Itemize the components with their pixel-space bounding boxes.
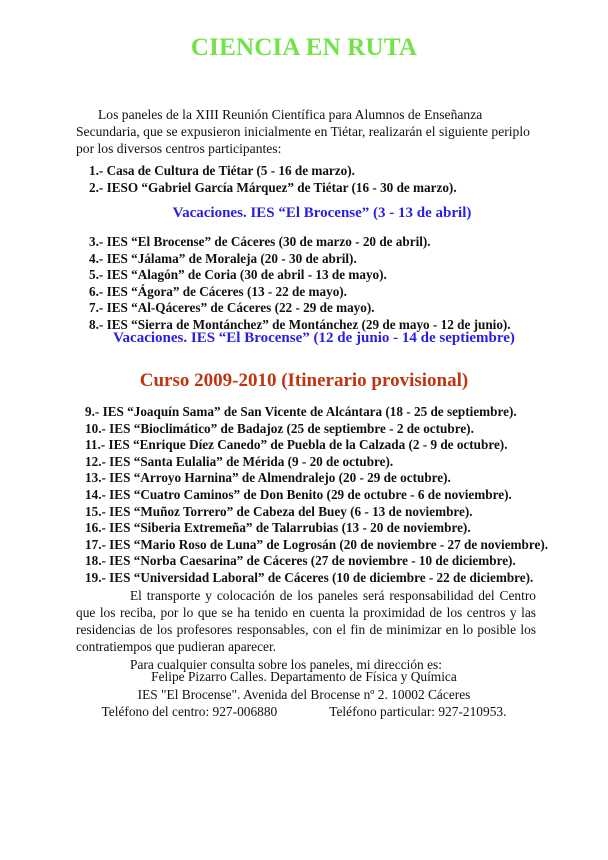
list-item: 15.- IES “Muñoz Torrero” de Cabeza del Buey (6 - 13 de noviembre). xyxy=(85,503,473,519)
vacation-notice-summer: Vacaciones. IES “El Brocense” (12 de junio - 14 de septiembre) xyxy=(113,330,515,346)
closing-paragraph xyxy=(76,587,536,673)
list-item: 18.- IES “Norba Caesarina” de Cáceres (27 de noviembre - 10 de diciembre). xyxy=(85,553,516,569)
list-item: 4.- IES “Jálama” de Moraleja (20 - 30 de abril). xyxy=(89,250,357,266)
vacation-notice-april: Vacaciones. IES “El Brocense” (3 - 13 de abril) xyxy=(172,205,472,221)
itinerary-list-course xyxy=(85,404,548,587)
signature-name: Felipe Pizarro Calles. Departamento de Física y Química xyxy=(151,669,457,684)
list-item: 12.- IES “Santa Eulalia” de Mérida (9 - 20 de octubre). xyxy=(85,453,394,469)
list-item: 1.- Casa de Cultura de Tiétar (5 - 16 de marzo). xyxy=(89,163,355,178)
itinerary-list-spring xyxy=(89,234,511,334)
list-item: 16.- IES “Siberia Extremeña” de Talarrubias (13 - 20 de noviembre). xyxy=(85,520,471,536)
phone-center: Teléfono del centro: 927-006880 xyxy=(101,704,278,719)
signature-block xyxy=(0,668,608,721)
list-item: 19.- IES “Universidad Laboral” de Cáceres (10 de diciembre - 22 de diciembre). xyxy=(85,569,534,585)
closing-text: El transporte y colocación de los paneles será responsabilidad del Centro que los reciba, por lo que se ha tenido en cuenta la proximidad de los centros y las residencias de los profesores responsables, con el fin de minimizar en lo posible los contratiempos que pudieran aparecer. xyxy=(76,588,536,654)
list-item: 17.- IES “Mario Roso de Luna” de Logrosán (20 de noviembre - 27 de noviembre). xyxy=(85,536,549,552)
list-item: 11.- IES “Enrique Díez Canedo” de Puebla de la Calzada (2 - 9 de octubre). xyxy=(85,437,508,453)
intro-text: Los paneles de la XIII Reunión Científica para Alumnos de Enseñanza Secundaria, que se expusieron inicialmente en Tiétar, realizarán el siguiente periplo por los diversos centros participantes: xyxy=(76,107,530,156)
course-heading: Curso 2009-2010 (Itinerario provisional) xyxy=(139,370,469,391)
list-item: 14.- IES “Cuatro Caminos” de Don Benito (29 de octubre - 6 de noviembre). xyxy=(85,486,512,502)
signature-phones xyxy=(102,703,507,721)
signature-address: IES "El Brocense". Avenida del Brocense nº 2. 10002 Cáceres xyxy=(137,686,471,702)
list-item: 9.- IES “Joaquín Sama” de San Vicente de Alcántara (18 - 25 de septiembre). xyxy=(85,404,517,419)
page-title: CIENCIA EN RUTA xyxy=(190,34,418,61)
list-item: 3.- IES “El Brocense” de Cáceres (30 de marzo - 20 de abril). xyxy=(89,234,431,249)
list-item: 6.- IES “Ágora” de Cáceres (13 - 22 de mayo). xyxy=(89,283,347,299)
intro-paragraph xyxy=(76,106,532,157)
list-item: 2.- IESO “Gabriel García Márquez” de Tiétar (16 - 30 de marzo). xyxy=(89,179,457,195)
list-item: 10.- IES “Bioclimático” de Badajoz (25 de septiembre - 2 de octubre). xyxy=(85,420,474,436)
list-item: 13.- IES “Arroyo Harnina” de Almendralejo (20 - 29 de octubre). xyxy=(85,470,451,486)
list-item: 8.- IES “Sierra de Montánchez” de Montánchez (29 de mayo - 12 de junio). xyxy=(89,316,511,332)
consult-text: Para cualquier consulta sobre los paneles, mi dirección es: xyxy=(130,657,442,672)
itinerary-list-initial xyxy=(89,163,457,196)
phone-private: Teléfono particular: 927-210953. xyxy=(329,704,507,719)
list-item: 7.- IES “Al-Qáceres” de Cáceres (22 - 29 de mayo). xyxy=(89,300,375,316)
list-item: 5.- IES “Alagón” de Coria (30 de abril - 13 de mayo). xyxy=(89,267,387,283)
